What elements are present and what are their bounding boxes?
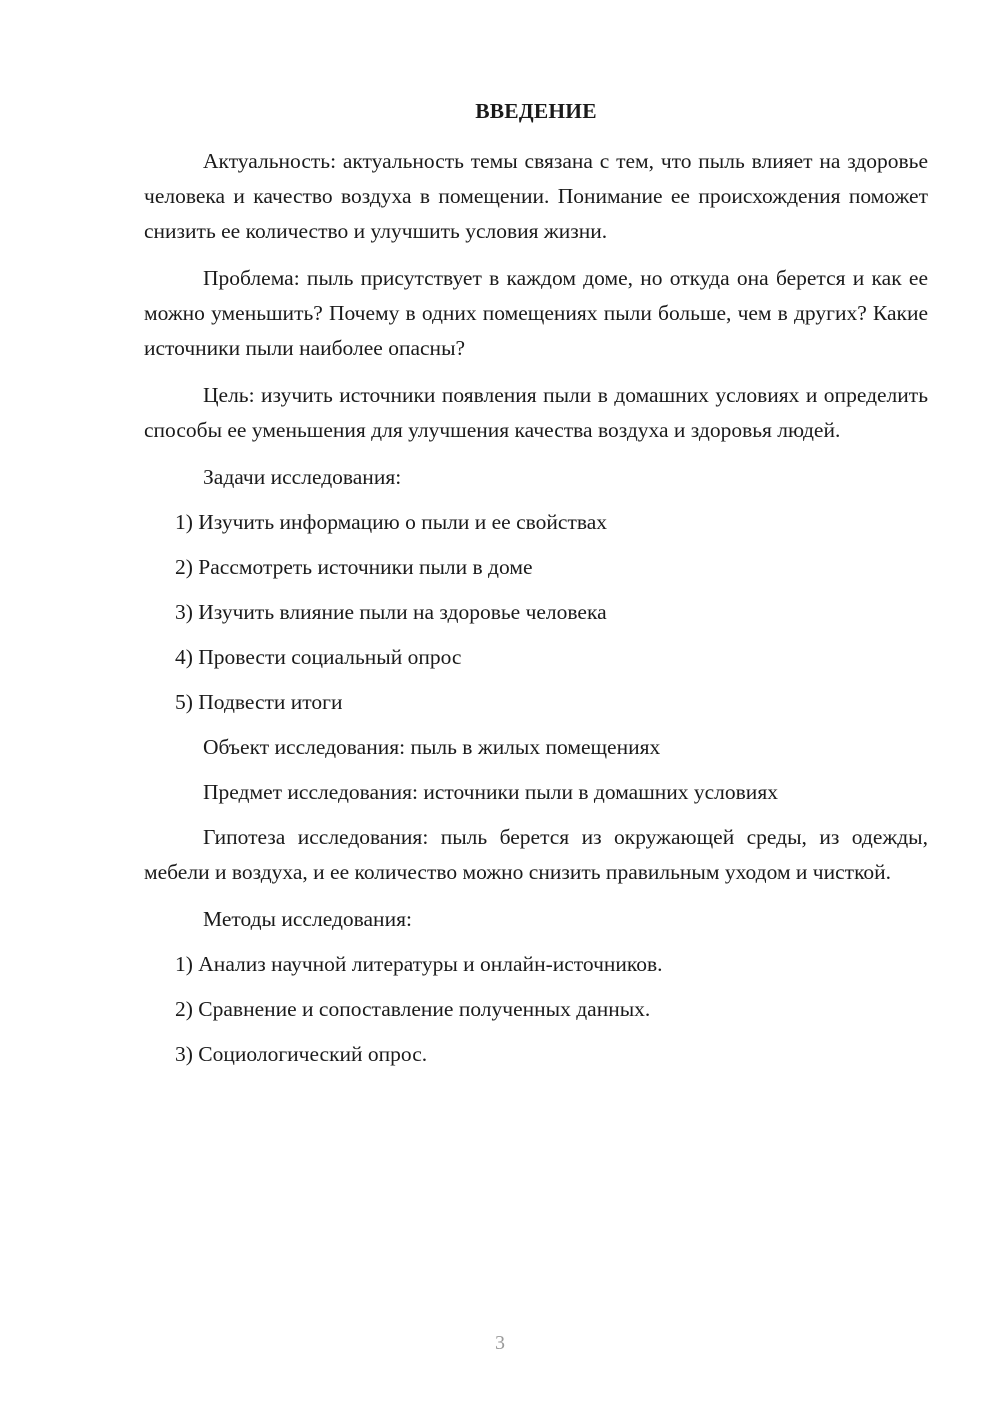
tasks-heading: Задачи исследования:	[203, 465, 402, 489]
hypothesis-paragraph: Гипотеза исследования: пыль берется из окружающей среды, из одежды, мебели и воздуха, и ее количество можно снизить правильным уходом и чисткой.	[144, 825, 928, 884]
task-item: 2) Рассмотреть источники пыли в доме	[175, 555, 533, 579]
object-line: Объект исследования: пыль в жилых помещениях	[203, 735, 661, 759]
page-title: ВВЕДЕНИЕ	[475, 99, 597, 123]
method-item: 1) Анализ научной литературы и онлайн-источников.	[175, 952, 663, 976]
page-number: 3	[495, 1332, 505, 1354]
task-item: 4) Провести социальный опрос	[175, 645, 462, 669]
subject-line: Предмет исследования: источники пыли в домашних условиях	[203, 780, 778, 804]
relevance-paragraph: Актуальность: актуальность темы связана с тем, что пыль влияет на здоровье человека и качество воздуха в помещении. Понимание ее происхождения поможет снизить ее количество и улучшить условия жизни.	[144, 149, 928, 243]
task-item: 1) Изучить информацию о пыли и ее свойствах	[175, 510, 607, 534]
problem-paragraph: Проблема: пыль присутствует в каждом доме, но откуда она берется и как ее можно уменьшить? Почему в одних помещениях пыли больше, чем в других? Какие источники пыли наиболее опасны?	[144, 266, 928, 360]
task-item: 3) Изучить влияние пыли на здоровье человека	[175, 600, 607, 624]
goal-paragraph: Цель: изучить источники появления пыли в домашних условиях и определить способы ее уменьшения для улучшения качества воздуха и здоровья людей.	[144, 383, 928, 442]
document-page	[144, 96, 928, 1082]
method-item: 2) Сравнение и сопоставление полученных данных.	[175, 997, 651, 1021]
method-item: 3) Социологический опрос.	[175, 1042, 428, 1066]
task-item: 5) Подвести итоги	[175, 690, 343, 714]
methods-heading: Методы исследования:	[203, 907, 412, 931]
